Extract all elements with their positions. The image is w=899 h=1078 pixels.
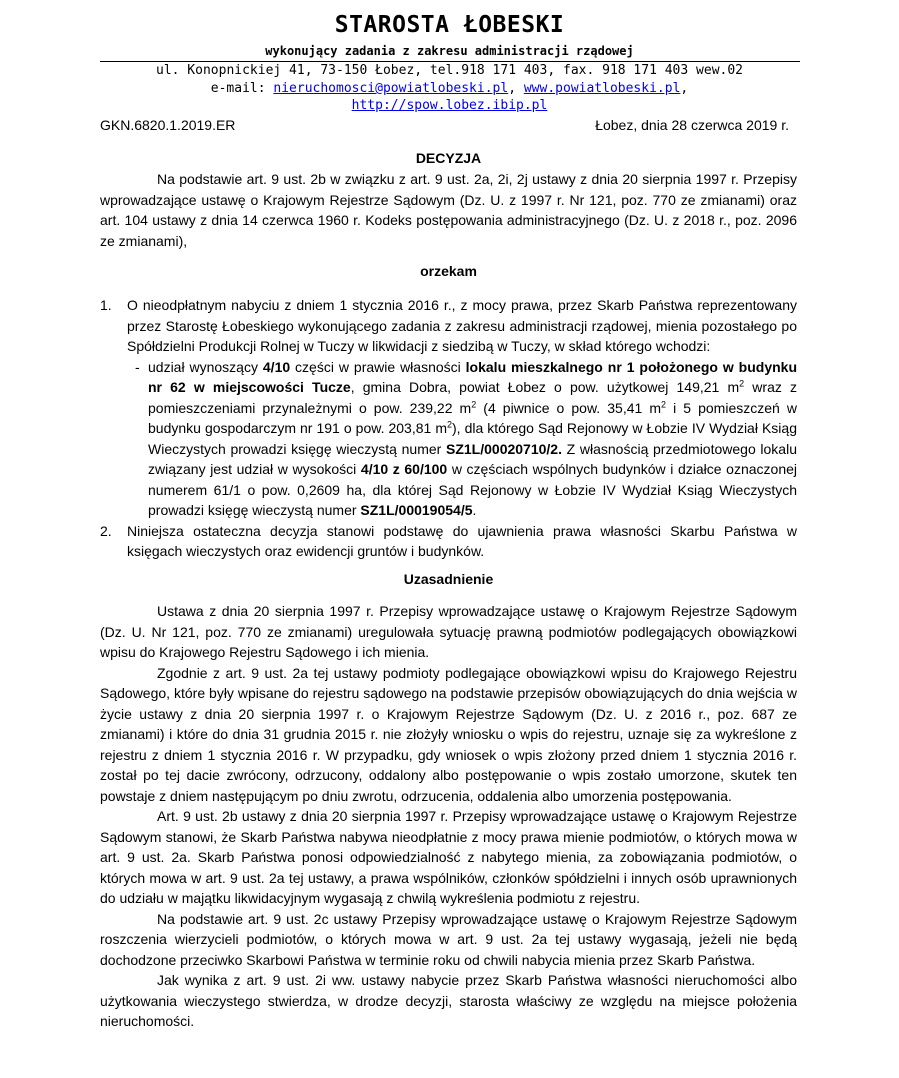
- website-link[interactable]: www.powiatlobeski.pl: [523, 81, 681, 96]
- superscript: 2: [661, 398, 667, 409]
- superscript: 2: [739, 378, 745, 389]
- justification-paragraph: Jak wynika z art. 9 ust. 2i ww. ustawy nabycie przez Skarb Państwa własności nieruchomości albo użytkowania wieczystego stwierdza, w drodze decyzji, starosta właściwy ze względu na miejsce położenia nieruchomości.: [100, 972, 797, 1029]
- authority-title: STAROSTA ŁOBESKI: [334, 12, 565, 38]
- ruling-item-2-number: 2.: [100, 522, 112, 539]
- common-share-fraction: 4/10 z 60/100: [360, 461, 448, 477]
- superscript: 2: [471, 398, 477, 409]
- bip-link[interactable]: http://spow.lobez.ibip.pl: [351, 98, 548, 113]
- ruling-item-2: [100, 521, 797, 562]
- share-fraction: 4/10: [262, 358, 291, 375]
- apartment-description: lokalu mieszkalnego nr 1 położonego w budynku nr 62 w miejscowości Tucze: [148, 358, 797, 395]
- decision-intro: [100, 169, 797, 251]
- subitem-text: i 5 pomieszczeń w budynku gospodarczym nr 191 o pow. 203,81 m: [148, 399, 797, 436]
- ruling-list: [100, 295, 797, 562]
- authority-subtitle: wykonujący zadania z zakresu administracji rządowej: [265, 44, 634, 58]
- justification-paragraph: Na podstawie art. 9 ust. 2c ustawy Przepisy wprowadzające ustawę o Krajowym Rejestrze Sądowym roszczenia wierzycieli podmiotów, o których mowa w art. 9 ust. 2a tej ustawy wygasają, jeżeli nie będą dochodzone przeciwko Skarbowi Państwa w terminie roku od chwili nabycia mienia przez Skarb Państwa.: [100, 910, 797, 968]
- superscript: 2: [446, 419, 452, 430]
- authority-address: ul. Konopnickiej 41, 73-150 Łobez, tel.918 171 403, fax. 918 171 403 wew.02: [156, 63, 743, 78]
- email-prefix: e-mail:: [210, 81, 266, 96]
- contact-trailing: ,: [680, 81, 689, 96]
- ruling-item-2-text: Niniejsza ostateczna decyzja stanowi podstawę do ujawnienia prawa własności Skarbu Państwa w księgach wieczystych oraz ewidencji gruntów i budynków.: [127, 522, 797, 559]
- subitem-text: Z własnością przedmiotowego lokalu związany jest udział w wysokości: [148, 440, 797, 477]
- land-register-number: SZ1L/00019054/5: [360, 502, 473, 518]
- justification-paragraph: Art. 9 ust. 2b ustawy z dnia 20 sierpnia 1997 r. Przepisy wprowadzające ustawę o Krajowym Rejestrze Sądowym stanowi, że Skarb Państwa nabywa nieodpłatnie z mocy prawa mienie podmiotów, o których mowa w art. 9 ust. 2a. Skarb Państwa ponosi odpowiedzialność z nabytego mienia, za zobowiązania podmiotów, o których mowa w art. 9 ust. 2a tej ustawy, a prawa wspólników, członków spółdzielni i innych osób uprawnionych do udziału w majątku likwidacyjnym wygasają z chwilą wykreślenia podmiotu z rejestru.: [100, 808, 797, 906]
- subitem-dash: -: [135, 358, 140, 375]
- justification-heading: Uzasadnienie: [403, 571, 494, 587]
- header-divider: [100, 61, 800, 62]
- justification-paragraph: Ustawa z dnia 20 sierpnia 1997 r. Przepisy wprowadzające ustawę o Krajowym Rejestrze Sądowym (Dz. U. Nr 121, poz. 770 ze zmianami) uregulowała sytuację prawną podmiotów podlegających obowiązkowi wpisu do Krajowego Rejestru Sądowego i ich mienia.: [100, 603, 797, 660]
- justification-paragraph: Zgodnie z art. 9 ust. 2a tej ustawy podmioty podlegające obowiązkowi wpisu do Krajowego Rejestru Sądowego, które były wpisane do rejestru sądowego na podstawie przepisów obowiązujących do dnia wejścia w życie ustawy z dnia 20 sierpnia 1997 r. o Krajowym Rejestrze Sądowym (Dz. U. z 2016 r., poz. 687 ze zmianami) i które do dnia 31 grudnia 2015 r. nie złożyły wniosku o wpis do rejestru, uznaje się za wykreślone z rejestru z dniem 1 stycznia 2016 r. W przypadku, gdy wniosek o wpis złożony przed dniem 1 stycznia 2016 r. został po tej dacie zwrócony, odrzucony, oddalony albo postępowanie o wpis zostało umorzone, skutek ten powstaje z dniem następującym po dniu zwrotu, odrzucenia, oddalenia albo umorzenia postępowania.: [100, 664, 797, 804]
- subitem-text: wraz z pomieszczeniami przynależnymi o pow. 239,22 m: [148, 379, 798, 416]
- bip-line: [0, 98, 899, 113]
- ruling-subitem: [113, 357, 797, 521]
- case-signature: GKN.6820.1.2019.ER: [100, 117, 236, 133]
- land-register-number: SZ1L/00020710/2.: [446, 440, 562, 457]
- contact-separator: ,: [508, 81, 517, 96]
- subitem-text: (4 piwnice o pow. 35,41 m: [476, 399, 662, 416]
- contact-line: [0, 81, 899, 96]
- ruling-heading: orzekam: [420, 263, 477, 279]
- document-date: Łobez, dnia 28 czerwca 2019 r.: [595, 117, 789, 133]
- justification-body: [100, 601, 797, 1032]
- decision-intro-text: Na podstawie art. 9 ust. 2b w związku z art. 9 ust. 2a, 2i, 2j ustawy z dnia 20 sierpnia 1997 r. Przepisy wprowadzające ustawę o Krajowym Rejestrze Sądowym (Dz. U. z 1997 r. Nr 121, poz. 770 ze zmianami) oraz art. 104 ustawy z dnia 14 czerwca 1960 r. Kodeks postępowania administracyjnego (Dz. U. z 2018 r., poz. 2096 ze zmianami),: [100, 171, 797, 249]
- subitem-text: .: [472, 502, 477, 518]
- subitem-text: w częściach wspólnych budynków i działce oznaczonej numerem 61/1 o pow. 0,2609 ha, dla której Sąd Rejonowy w Łobzie IV Wydział Ksiąg Wieczystych prowadzi księgę wieczystą numer: [148, 461, 798, 518]
- subitem-text: części w prawie własności: [290, 358, 466, 375]
- ruling-item-1: [100, 295, 797, 521]
- email-link[interactable]: nieruchomosci@powiatlobeski.pl: [273, 81, 509, 96]
- subitem-text: ), dla którego Sąd Rejonowy w Łobzie IV Wydział Ksiąg Wieczystych prowadzi księgę wieczystą numer: [148, 420, 797, 457]
- subitem-text: , gmina Dobra, powiat Łobez o pow. użytkowej 149,21 m: [350, 379, 740, 395]
- ruling-item-1-text: O nieodpłatnym nabyciu z dniem 1 stycznia 2016 r., z mocy prawa, przez Skarb Państwa reprezentowany przez Starostę Łobeskiego wykonującego zadania z zakresu administracji rządowej, mienia pozostałego po Spółdzielni Produkcji Rolnej w Tuczy w likwidacji z siedzibą w Tuczy, w skład którego wchodzi:: [127, 297, 797, 354]
- decision-heading: DECYZJA: [415, 150, 482, 166]
- subitem-text: udział wynoszący: [148, 358, 263, 375]
- ruling-item-1-number: 1.: [100, 297, 112, 313]
